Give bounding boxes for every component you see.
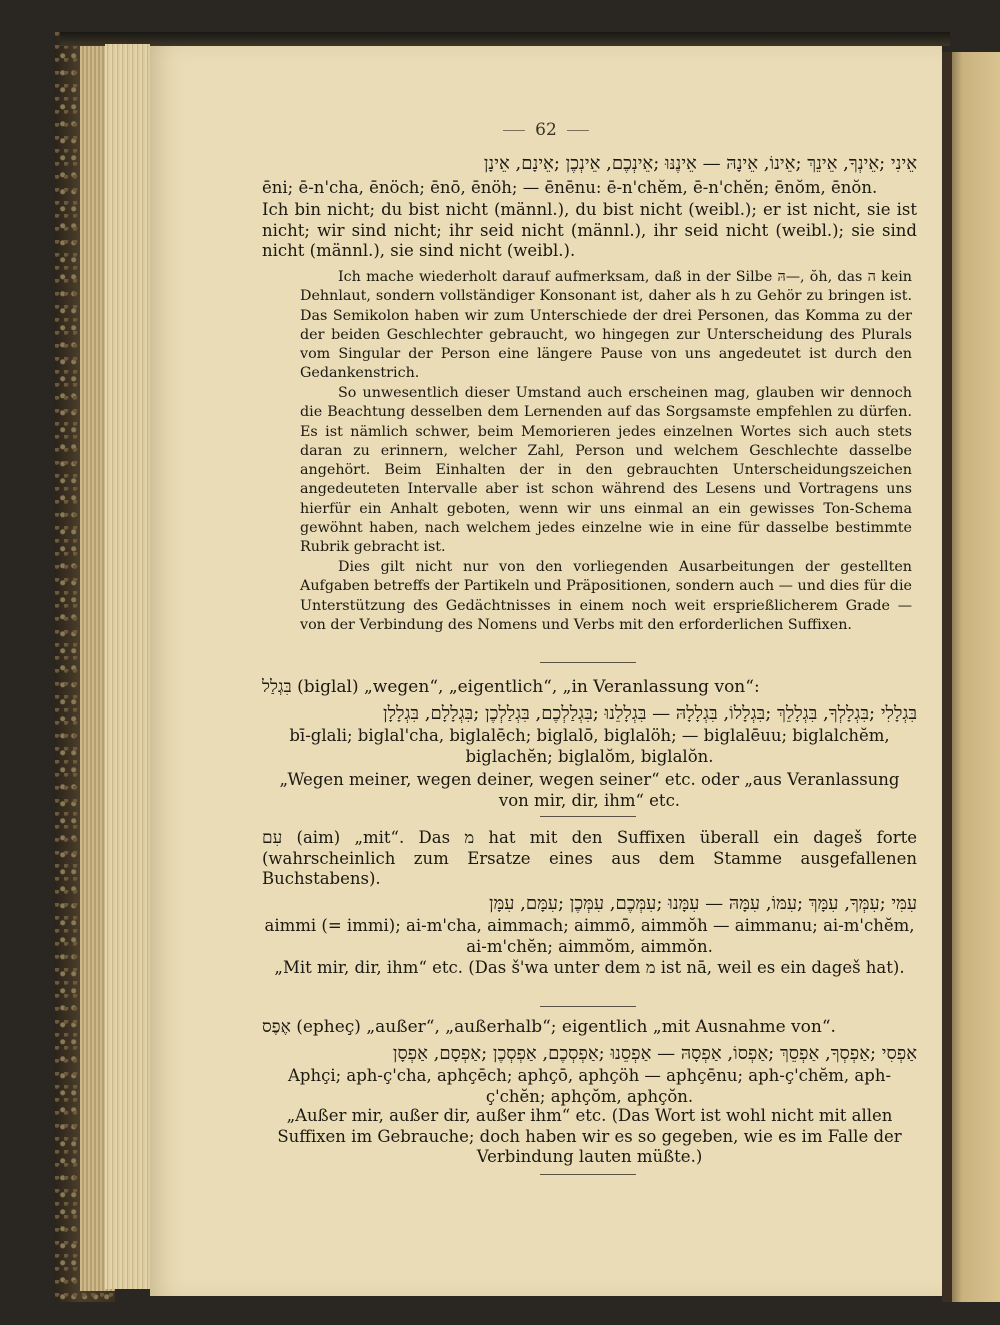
hebrew-paradigm-im: עִמִּי ;עִמְּךָ, עִמָּךְ ;עִמּוֹ, עִמָּהּ — עִמָּנוּ ;עִמְּכֶם, עִמְּכֶן ;עִמָּם, עִמָּן [489, 893, 917, 914]
note-paragraph-3: Dies gilt nicht nur von den vorliegenden Ausarbeitungen der gestellten Aufgaben betreffs der Partikeln und Präpositionen, sondern auch — und dies für die Unterstützung des Gedächtnisses in einem noch weit ersprießlicherem Grade — von der Verbindung des Nomens und Verbs mit den erforderlichen Suffixen. [300, 559, 912, 633]
section-divider [540, 1006, 636, 1007]
note-paragraph-2: So unwesentlich dieser Umstand auch erscheinen mag, glauben wir dennoch die Beachtung desselben dem Lernenden auf das Sorgsamste empfehlen zu dürfen. Es ist nämlich schwer, beim Memorieren jedes einzelnen Wortes sich auch stets daran zu erinnern, welcher Zahl, Person und welchem Geschlechte dasselbe angehört. Beim Einhalten der in den gebrauchten Unterscheidungszeichen angedeuteten Intervalle aber ist schon während des Lesens und Vortragens uns hierfür ein Anhalt geboten, wenn wir uns einmal an ein gewisses Ton-Schema gewöhnt haben, nach welchem jedes einzelne wie in eine für dasselbe bestimmte Rubrik gebracht ist. [300, 385, 912, 556]
german-im: „Mit mir, dir, ihm“ etc. (Das š'wa unter dem מ ist nā, weil es ein dageš hat). [274, 958, 905, 977]
entry-gloss-im: (aim) „mit“. Das מ hat mit den Suffixen überall ein dageš forte (wahrscheinlich zum Ersatze eines aus dem Stamme ausgefallenen Buchstabens). [262, 828, 918, 888]
entry-head-im [262, 828, 917, 890]
top-edge [60, 32, 950, 46]
entry-gloss-efes: (epheç) „außer“, „außerhalb“; eigentlich „mit Ausnahme von“. [296, 1017, 836, 1037]
entry-head-efes [262, 1016, 917, 1038]
entry-hebrew-biglal: בִּגְלַל [262, 677, 292, 697]
hebrew-paradigm-biglal: בִּגְלָלִי ;בִּגְלָלְךָ, בִּגְלָלֵךְ ;בִּגְלָלוֹ, בִּגְלָלָהּ — בִּגְלָלֵנוּ ;בִּגְלַלְכֶם, בִּגְלַלְכֶן ;בִּגְלָלָם, בִּגְלָלָן [383, 703, 917, 724]
german-biglal: „Wegen meiner, wegen deiner, wegen seiner“ etc. oder „aus Veranlassung von mir, dir, ihm“ etc. [279, 770, 900, 810]
entry-gloss-biglal: (biglal) „wegen“, „eigentlich“, „in Veranlassung von“: [297, 677, 760, 697]
page-number: 62 [150, 120, 942, 140]
german-translation-ein: Ich bin nicht; du bist nicht (männl.), du bist nicht (weibl.); er ist nicht, sie ist nicht; wir sind nicht; ihr seid nicht (männl.), ihr seid nicht (weibl.); sie sind nicht (männl.), sie sind nicht (weibl.). [262, 200, 917, 260]
german-efes: „Außer mir, außer dir, außer ihm“ etc. (Das Wort ist wohl nicht mit allen Suffixen im Gebrauche; doch haben wir es so gegeben, wie es im Falle der Verbindung lauten müßte.) [277, 1106, 902, 1166]
note-paragraph-1: Ich mache wiederholt darauf aufmerksam, daß in der Silbe הּ—, ŏh, das ה kein Dehnlaut, sondern vollständiger Konsonant ist, daher als h zu Gehör zu bringen ist. Das Semikolon haben wir zum Unterschiede der drei Personen, das Komma zu der der beiden Geschlechter gebraucht, wo hingegen zur Unterscheidung des Plurals vom Singular der Person eine längere Pause von uns angedeutet ist durch den Gedankenstrich. [300, 269, 912, 382]
section-divider [540, 662, 636, 663]
page-stack [105, 44, 150, 1289]
translit-biglal: bī-glali; biglal'cha, biglalēch; biglalō, biglalöh; — biglalēuu; biglalchĕm, biglachĕn; biglalŏm, biglalŏn. [289, 726, 890, 766]
translit-ein: ēni; ē-n'cha, ēnöch; ēnō, ēnöh; — ēnēnu: ē-n'chĕm, ē-n'chĕn; ēnŏm, ēnŏn. [262, 178, 878, 197]
section-divider [540, 1174, 636, 1175]
entry-hebrew-im: עִם [262, 828, 283, 848]
translit-im: aimmi (= immi); ai-m'cha, aimmach; aimmō, aimmŏh — aimmanu; ai-m'chĕm, ai-m'chĕn; aimmŏm, aimmŏn. [264, 916, 915, 956]
hebrew-paradigm-ein: אֵינִי ;אֵינְךָ, אֵינֵךְ ;אֵינוֹ, אֵינָהּ — אֵינֶנּוּ ;אֵינְכֶם, אֵינְכֶן ;אֵינָם, אֵינָן [483, 153, 917, 174]
hebrew-paradigm-efes: אַפְסִי ;אַפְסְךָ, אַפְסֵךְ ;אַפְסוֹ, אַפְסָהּ — אַפְסֵנוּ ;אַפְסְכֶם, אַפְסְכֶן ;אַפְסָם, אַפְסָן [392, 1043, 917, 1064]
section-divider [540, 816, 636, 817]
next-page-edge [942, 52, 1000, 1302]
translit-efes: Aphçi; aph-ç'cha, aphçēch; aphçō, aphçöh — aphçēnu; aph-ç'chĕm, aph-ç'chĕn; aphçŏm, aphçŏn. [287, 1066, 892, 1106]
entry-hebrew-efes: אֶפֶס [262, 1017, 291, 1037]
book-page [150, 46, 942, 1296]
entry-head-biglal [262, 676, 917, 698]
